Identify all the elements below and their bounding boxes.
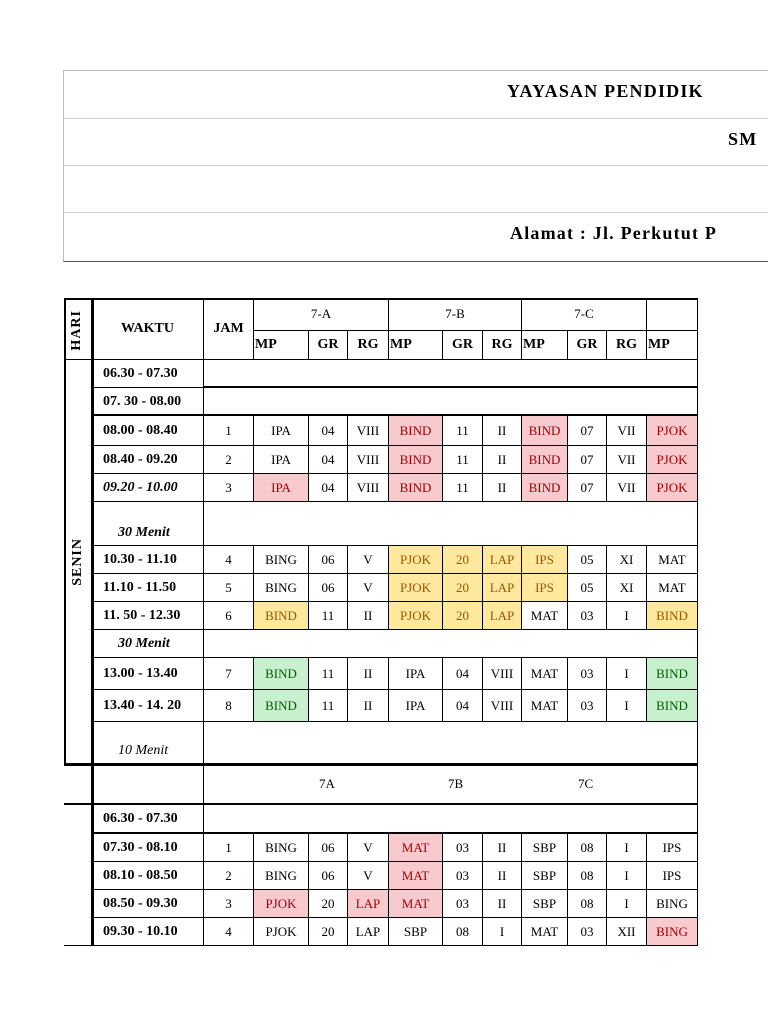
subject-cell: PJOK bbox=[389, 574, 443, 602]
subject-cell: MAT bbox=[522, 918, 568, 946]
subheader-mp: MP bbox=[389, 331, 443, 360]
subheader-gr: GR bbox=[443, 331, 483, 360]
teacher-code-cell: 03 bbox=[568, 658, 607, 690]
room-cell: II bbox=[483, 416, 522, 446]
room-cell: VII bbox=[607, 474, 647, 502]
day2-class-label: 7C bbox=[578, 776, 594, 791]
room-cell: VII bbox=[607, 446, 647, 474]
teacher-code-cell: 06 bbox=[309, 834, 348, 862]
school-name: SM bbox=[728, 129, 758, 149]
subject-cell: BIND bbox=[647, 602, 698, 630]
room-cell: XI bbox=[607, 574, 647, 602]
subject-cell: SBP bbox=[522, 862, 568, 890]
time-slot: 11.10 - 11.50 bbox=[92, 574, 204, 602]
time-slot: 07.30 - 08.10 bbox=[92, 834, 204, 862]
day2-hari-span bbox=[64, 805, 92, 946]
room-cell: LAP bbox=[483, 574, 522, 602]
time-slot: 13.00 - 13.40 bbox=[92, 658, 204, 690]
room-cell: V bbox=[348, 546, 389, 574]
subject-cell: MAT bbox=[522, 690, 568, 722]
header-row-4 bbox=[64, 212, 768, 259]
room-cell: I bbox=[607, 658, 647, 690]
separator-line bbox=[92, 414, 698, 416]
room-cell: I bbox=[607, 862, 647, 890]
break-row bbox=[204, 502, 698, 546]
subject-cell: BING bbox=[647, 890, 698, 918]
subject-cell: MAT bbox=[389, 890, 443, 918]
subject-cell: BIND bbox=[522, 446, 568, 474]
header-row-1 bbox=[64, 71, 768, 119]
subject-cell: MAT bbox=[647, 546, 698, 574]
subject-cell: BING bbox=[254, 574, 309, 602]
teacher-code-cell: 08 bbox=[443, 918, 483, 946]
teacher-code-cell: 07 bbox=[568, 474, 607, 502]
subject-cell: BIND bbox=[254, 658, 309, 690]
separator-line bbox=[204, 386, 698, 388]
subject-cell: BING bbox=[647, 918, 698, 946]
subject-cell: SBP bbox=[389, 918, 443, 946]
teacher-code-cell: 04 bbox=[309, 446, 348, 474]
time-slot: 08.40 - 09.20 bbox=[92, 446, 204, 474]
subheader-gr: GR bbox=[309, 331, 348, 360]
waktu-col-left-border bbox=[92, 298, 94, 946]
table-right-border bbox=[697, 298, 698, 946]
waktu-header: WAKTU bbox=[92, 298, 204, 360]
room-cell: II bbox=[483, 474, 522, 502]
room-cell: I bbox=[607, 602, 647, 630]
subject-cell: BIND bbox=[389, 446, 443, 474]
jam-number: 6 bbox=[204, 602, 254, 630]
room-cell: LAP bbox=[483, 546, 522, 574]
subject-cell: IPA bbox=[254, 416, 309, 446]
room-cell: LAP bbox=[348, 890, 389, 918]
day2-hari-cell bbox=[64, 764, 92, 805]
room-cell: II bbox=[483, 834, 522, 862]
teacher-code-cell: 11 bbox=[309, 602, 348, 630]
foundation-title: YAYASAN PENDIDIK bbox=[507, 81, 704, 101]
subheader-rg: RG bbox=[607, 331, 647, 360]
teacher-code-cell: 20 bbox=[309, 918, 348, 946]
subject-cell: IPS bbox=[647, 862, 698, 890]
subject-cell: IPS bbox=[522, 546, 568, 574]
jam-header: JAM bbox=[204, 298, 254, 360]
subheader-mp: MP bbox=[522, 331, 568, 360]
teacher-code-cell: 20 bbox=[443, 574, 483, 602]
class-header-7-b: 7-B bbox=[389, 298, 522, 331]
teacher-code-cell: 11 bbox=[443, 416, 483, 446]
teacher-code-cell: 04 bbox=[309, 416, 348, 446]
teacher-code-cell: 11 bbox=[309, 690, 348, 722]
room-cell: I bbox=[607, 890, 647, 918]
subheader-rg: RG bbox=[348, 331, 389, 360]
teacher-code-cell: 11 bbox=[443, 446, 483, 474]
teacher-code-cell: 08 bbox=[568, 834, 607, 862]
subject-cell: IPA bbox=[389, 658, 443, 690]
jam-number: 5 bbox=[204, 574, 254, 602]
break-duration: 10 Menit bbox=[92, 722, 204, 764]
class-header-7-c: 7-C bbox=[522, 298, 647, 331]
teacher-code-cell: 08 bbox=[568, 890, 607, 918]
subject-cell: IPA bbox=[389, 690, 443, 722]
blank-row bbox=[204, 360, 698, 388]
time-slot: 10.30 - 11.10 bbox=[92, 546, 204, 574]
teacher-code-cell: 05 bbox=[568, 574, 607, 602]
subject-cell: BING bbox=[254, 834, 309, 862]
teacher-code-cell: 20 bbox=[443, 546, 483, 574]
room-cell: VII bbox=[607, 416, 647, 446]
jam-number: 8 bbox=[204, 690, 254, 722]
jam-number: 2 bbox=[204, 862, 254, 890]
teacher-code-cell: 07 bbox=[568, 416, 607, 446]
day2-class-label: 7B bbox=[448, 776, 464, 791]
break-row bbox=[204, 630, 698, 658]
subject-cell: BIND bbox=[647, 658, 698, 690]
room-cell: II bbox=[348, 690, 389, 722]
class-header-next bbox=[647, 298, 698, 331]
teacher-code-cell: 06 bbox=[309, 574, 348, 602]
subject-cell: SBP bbox=[522, 890, 568, 918]
room-cell: XI bbox=[607, 546, 647, 574]
room-cell: V bbox=[348, 834, 389, 862]
blank-row bbox=[204, 388, 698, 416]
subject-cell: BIND bbox=[254, 602, 309, 630]
subject-cell: MAT bbox=[389, 834, 443, 862]
subheader-rg: RG bbox=[483, 331, 522, 360]
time-slot: 07. 30 - 08.00 bbox=[92, 388, 204, 416]
subject-cell: PJOK bbox=[647, 416, 698, 446]
teacher-code-cell: 03 bbox=[443, 834, 483, 862]
teacher-code-cell: 06 bbox=[309, 862, 348, 890]
room-cell: LAP bbox=[348, 918, 389, 946]
teacher-code-cell: 03 bbox=[568, 918, 607, 946]
room-cell: II bbox=[348, 602, 389, 630]
subheader-gr: GR bbox=[568, 331, 607, 360]
subject-cell: MAT bbox=[647, 574, 698, 602]
room-cell: XII bbox=[607, 918, 647, 946]
time-slot: 09.30 - 10.10 bbox=[92, 918, 204, 946]
teacher-code-cell: 03 bbox=[568, 602, 607, 630]
subject-cell: PJOK bbox=[647, 474, 698, 502]
break-duration: 30 Menit bbox=[92, 502, 204, 546]
subject-cell: IPA bbox=[254, 474, 309, 502]
subject-cell: BING bbox=[254, 862, 309, 890]
time-slot: 06.30 - 07.30 bbox=[92, 805, 204, 834]
room-cell: VIII bbox=[348, 446, 389, 474]
subject-cell: SBP bbox=[522, 834, 568, 862]
room-cell: I bbox=[607, 834, 647, 862]
room-cell: VIII bbox=[483, 658, 522, 690]
subject-cell: BIND bbox=[647, 690, 698, 722]
blank-row bbox=[204, 805, 698, 834]
teacher-code-cell: 03 bbox=[568, 690, 607, 722]
teacher-code-cell: 05 bbox=[568, 546, 607, 574]
teacher-code-cell: 06 bbox=[309, 546, 348, 574]
day-label-senin: SENIN bbox=[70, 538, 85, 586]
room-cell: I bbox=[607, 690, 647, 722]
subject-cell: BIND bbox=[389, 416, 443, 446]
room-cell: LAP bbox=[483, 602, 522, 630]
room-cell: II bbox=[483, 862, 522, 890]
teacher-code-cell: 08 bbox=[568, 862, 607, 890]
subject-cell: PJOK bbox=[647, 446, 698, 474]
separator-line bbox=[92, 832, 698, 834]
day2-waktu-cell bbox=[92, 764, 204, 805]
room-cell: V bbox=[348, 574, 389, 602]
teacher-code-cell: 04 bbox=[443, 658, 483, 690]
class-header-7-a: 7-A bbox=[254, 298, 389, 331]
jam-number: 1 bbox=[204, 416, 254, 446]
time-slot: 08.00 - 08.40 bbox=[92, 416, 204, 446]
room-cell: VIII bbox=[348, 474, 389, 502]
time-slot: 09.20 - 10.00 bbox=[92, 474, 204, 502]
teacher-code-cell: 04 bbox=[443, 690, 483, 722]
time-slot: 08.50 - 09.30 bbox=[92, 890, 204, 918]
subject-cell: BIND bbox=[254, 690, 309, 722]
subject-cell: PJOK bbox=[254, 890, 309, 918]
subject-cell: MAT bbox=[389, 862, 443, 890]
header-row-2 bbox=[64, 118, 768, 166]
day2-class-label: 7A bbox=[319, 776, 335, 791]
subject-cell: BIND bbox=[522, 416, 568, 446]
teacher-code-cell: 03 bbox=[443, 890, 483, 918]
subject-cell: BING bbox=[254, 546, 309, 574]
teacher-code-cell: 11 bbox=[309, 658, 348, 690]
jam-number: 1 bbox=[204, 834, 254, 862]
subject-cell: PJOK bbox=[389, 546, 443, 574]
room-cell: II bbox=[348, 658, 389, 690]
jam-number: 4 bbox=[204, 918, 254, 946]
subject-cell: MAT bbox=[522, 602, 568, 630]
room-cell: V bbox=[348, 862, 389, 890]
jam-number: 4 bbox=[204, 546, 254, 574]
header-row-3 bbox=[64, 165, 768, 213]
jam-number: 7 bbox=[204, 658, 254, 690]
subheader-mp: MP bbox=[647, 331, 698, 360]
room-cell: II bbox=[483, 446, 522, 474]
hari-header: HARI bbox=[69, 310, 84, 351]
room-cell: I bbox=[483, 918, 522, 946]
time-slot: 11. 50 - 12.30 bbox=[92, 602, 204, 630]
time-slot: 13.40 - 14. 20 bbox=[92, 690, 204, 722]
break-duration: 30 Menit bbox=[92, 630, 204, 658]
room-cell: VIII bbox=[348, 416, 389, 446]
room-cell: II bbox=[483, 890, 522, 918]
jam-number: 2 bbox=[204, 446, 254, 474]
subject-cell: BIND bbox=[522, 474, 568, 502]
subject-cell: IPS bbox=[647, 834, 698, 862]
subject-cell: MAT bbox=[522, 658, 568, 690]
subject-cell: PJOK bbox=[254, 918, 309, 946]
school-header bbox=[63, 70, 768, 262]
subject-cell: IPA bbox=[254, 446, 309, 474]
teacher-code-cell: 20 bbox=[443, 602, 483, 630]
teacher-code-cell: 07 bbox=[568, 446, 607, 474]
jam-number: 3 bbox=[204, 474, 254, 502]
break-row bbox=[204, 722, 698, 764]
subheader-mp: MP bbox=[254, 331, 309, 360]
subject-cell: IPS bbox=[522, 574, 568, 602]
day2-class-header-row bbox=[204, 764, 698, 805]
room-cell: VIII bbox=[483, 690, 522, 722]
subject-cell: BIND bbox=[389, 474, 443, 502]
time-slot: 06.30 - 07.30 bbox=[92, 360, 204, 388]
teacher-code-cell: 11 bbox=[443, 474, 483, 502]
time-slot: 08.10 - 08.50 bbox=[92, 862, 204, 890]
jam-number: 3 bbox=[204, 890, 254, 918]
teacher-code-cell: 04 bbox=[309, 474, 348, 502]
subject-cell: PJOK bbox=[389, 602, 443, 630]
school-address: Alamat : Jl. Perkutut P bbox=[510, 223, 718, 243]
teacher-code-cell: 20 bbox=[309, 890, 348, 918]
teacher-code-cell: 03 bbox=[443, 862, 483, 890]
